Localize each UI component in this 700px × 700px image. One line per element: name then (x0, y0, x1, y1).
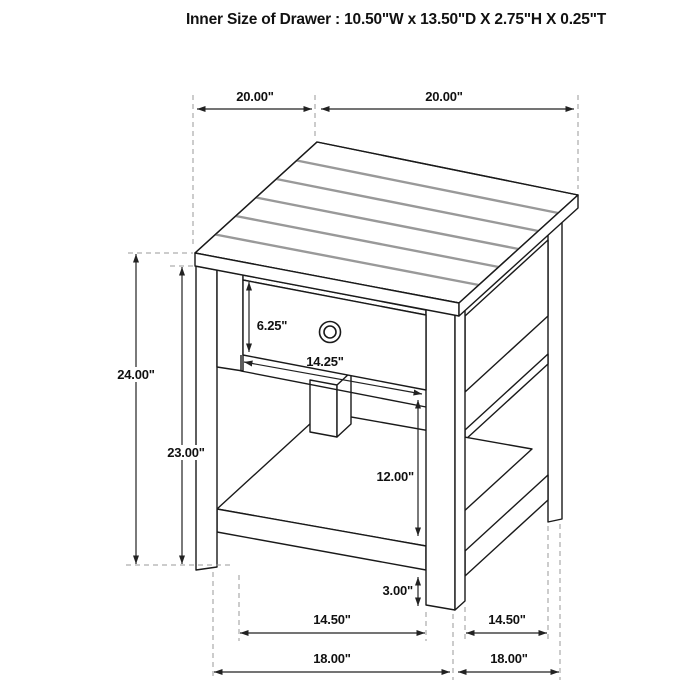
dim-label-front-base-width: 18.00" (313, 651, 351, 666)
dim-label-height-under-top: 23.00" (167, 445, 205, 460)
front-right-leg (426, 309, 455, 610)
face-frame-left-stile (217, 270, 243, 371)
dim-label-drawer-face-height: 6.25" (256, 318, 288, 333)
dim-label-foot-height: 3.00" (382, 583, 413, 598)
dim-label-top-width-right: 20.00" (425, 89, 463, 104)
front-right-leg-side (455, 305, 465, 610)
front-left-leg (196, 266, 217, 570)
dim-label-side-leg-gap: 14.50" (488, 612, 526, 627)
dim-label-front-leg-gap: 14.50" (313, 612, 351, 627)
back-right-leg (548, 215, 562, 522)
dim-label-top-width-left: 20.00" (236, 89, 274, 104)
diagram-title: Inner Size of Drawer : 10.50"W x 13.50"D X 2.75"H X 0.25"T (185, 11, 607, 28)
dim-label-side-base-depth: 18.00" (490, 651, 528, 666)
dim-label-drawer-face-width: 14.25" (306, 354, 344, 369)
dim-label-overall-height: 24.00" (117, 367, 155, 382)
dim-label-shelf-clearance: 12.00" (376, 469, 414, 484)
